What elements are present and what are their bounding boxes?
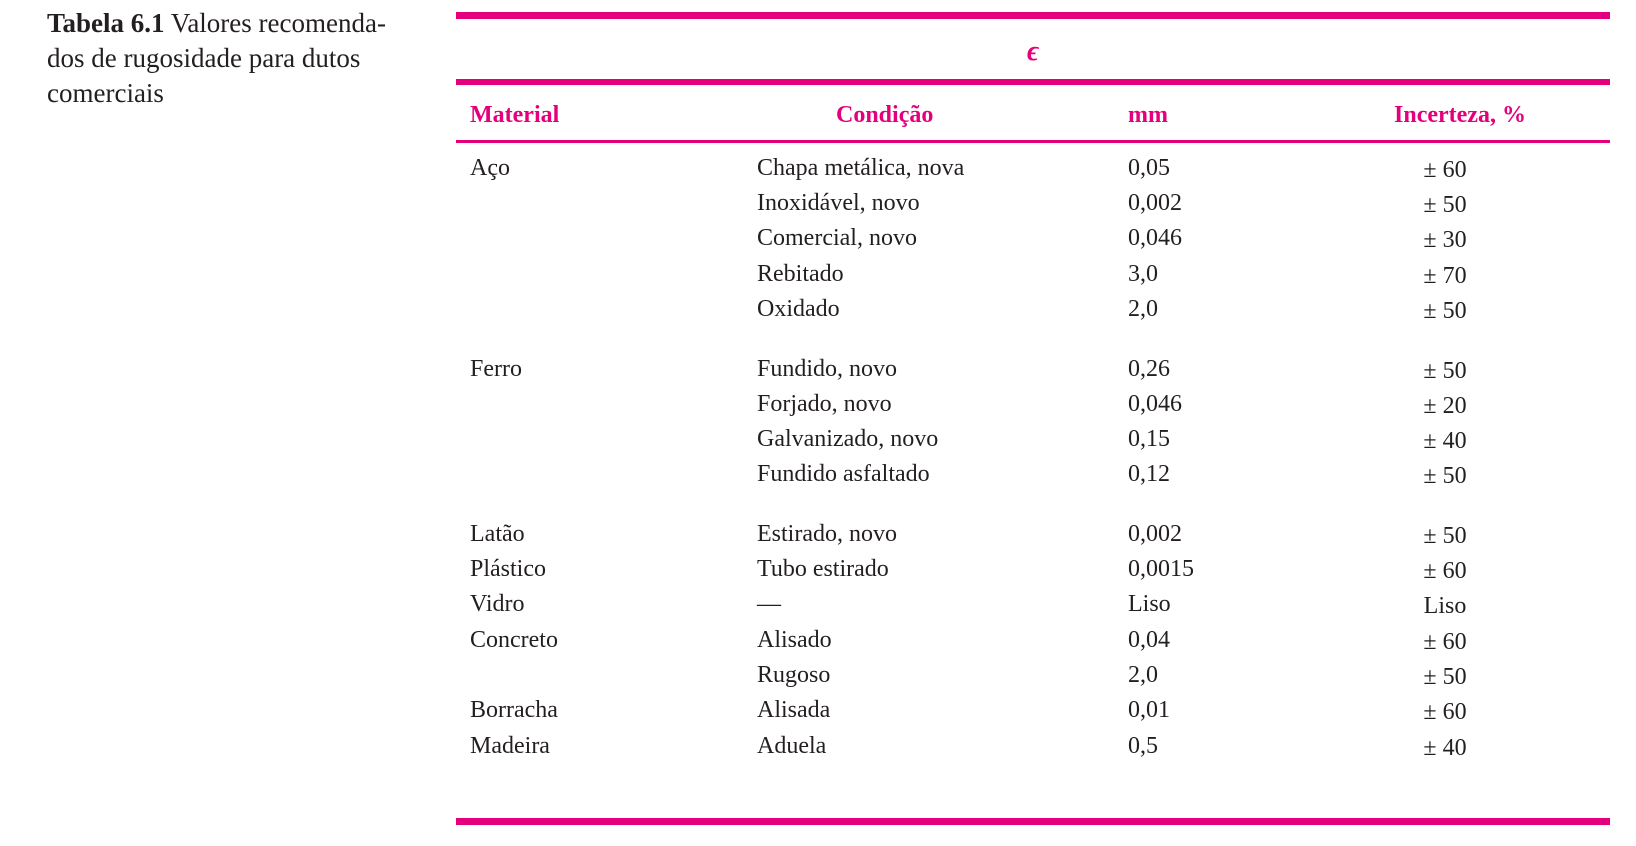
cell-condicao: Alisada bbox=[757, 697, 831, 723]
cell-condicao: Rugoso bbox=[757, 662, 831, 688]
column-header-mm: mm bbox=[1128, 102, 1168, 128]
cell-mm: 0,26 bbox=[1128, 356, 1170, 382]
table-row bbox=[456, 351, 1610, 388]
cell-condicao: Alisado bbox=[757, 627, 832, 653]
roughness-table bbox=[456, 12, 1610, 832]
cell-material: Latão bbox=[470, 521, 525, 547]
cell-mm: 0,04 bbox=[1128, 627, 1170, 653]
table-row bbox=[456, 622, 1610, 659]
cell-condicao: Oxidado bbox=[757, 296, 840, 322]
group-rule bbox=[456, 79, 1610, 85]
table-row bbox=[456, 220, 1610, 257]
cell-incerteza: ± 50 bbox=[1423, 523, 1467, 549]
table-row bbox=[456, 421, 1610, 458]
cell-incerteza: ± 50 bbox=[1423, 664, 1467, 690]
cell-incerteza: ± 50 bbox=[1423, 298, 1467, 324]
cell-mm: 0,002 bbox=[1128, 190, 1182, 216]
cell-condicao: Tubo estirado bbox=[757, 556, 889, 582]
cell-incerteza: ± 40 bbox=[1423, 735, 1467, 761]
table-row bbox=[456, 150, 1610, 187]
cell-condicao: Chapa metálica, nova bbox=[757, 155, 965, 181]
cell-mm: 2,0 bbox=[1128, 662, 1158, 688]
cell-material: Borracha bbox=[470, 697, 558, 723]
table-row bbox=[456, 586, 1610, 623]
cell-mm: 0,15 bbox=[1128, 426, 1170, 452]
cell-material: Vidro bbox=[470, 591, 525, 617]
cell-material: Plástico bbox=[470, 556, 546, 582]
table-row bbox=[456, 692, 1610, 729]
header-rule bbox=[456, 140, 1610, 143]
cell-mm: 2,0 bbox=[1128, 296, 1158, 322]
cell-condicao: Forjado, novo bbox=[757, 391, 892, 417]
cell-incerteza: ± 50 bbox=[1423, 463, 1467, 489]
cell-mm: 3,0 bbox=[1128, 261, 1158, 287]
column-header-incerteza: Incerteza, % bbox=[1394, 102, 1526, 128]
cell-mm: 0,0015 bbox=[1128, 556, 1194, 582]
cell-condicao: Rebitado bbox=[757, 261, 844, 287]
cell-condicao: Fundido asfaltado bbox=[757, 461, 930, 487]
cell-incerteza: Liso bbox=[1423, 593, 1467, 619]
cell-incerteza: ± 60 bbox=[1423, 558, 1467, 584]
cell-condicao: Galvanizado, novo bbox=[757, 426, 939, 452]
cell-condicao: Fundido, novo bbox=[757, 356, 898, 382]
cell-mm: 0,046 bbox=[1128, 391, 1182, 417]
cell-incerteza: ± 60 bbox=[1423, 629, 1467, 655]
table-caption bbox=[47, 6, 427, 111]
cell-material: Ferro bbox=[470, 356, 522, 382]
cell-material: Madeira bbox=[470, 733, 550, 759]
table-row bbox=[456, 256, 1610, 293]
cell-condicao: Comercial, novo bbox=[757, 225, 917, 251]
cell-mm: 0,5 bbox=[1128, 733, 1158, 759]
cell-mm: 0,046 bbox=[1128, 225, 1182, 251]
cell-material: Aço bbox=[470, 155, 510, 181]
table-row bbox=[456, 657, 1610, 694]
cell-condicao: Inoxidável, novo bbox=[757, 190, 920, 216]
table-row bbox=[456, 185, 1610, 222]
cell-condicao: Aduela bbox=[757, 733, 827, 759]
cell-incerteza: ± 60 bbox=[1423, 699, 1467, 725]
cell-incerteza: ± 50 bbox=[1423, 358, 1467, 384]
cell-incerteza: ± 30 bbox=[1423, 227, 1467, 253]
cell-incerteza: ± 70 bbox=[1423, 263, 1467, 289]
caption-text-line1: Valores recomenda- bbox=[170, 8, 386, 38]
column-header-condicao: Condição bbox=[836, 102, 934, 128]
cell-incerteza: ± 60 bbox=[1423, 157, 1467, 183]
table-row bbox=[456, 386, 1610, 423]
cell-mm: 0,002 bbox=[1128, 521, 1182, 547]
bottom-rule bbox=[456, 818, 1610, 825]
caption-label: Tabela 6.1 bbox=[47, 8, 165, 38]
table-row bbox=[456, 728, 1610, 765]
epsilon-group-header: ϵ bbox=[1026, 36, 1040, 67]
cell-incerteza: ± 50 bbox=[1423, 192, 1467, 218]
cell-incerteza: ± 40 bbox=[1423, 428, 1467, 454]
cell-mm: 0,12 bbox=[1128, 461, 1170, 487]
table-row bbox=[456, 516, 1610, 553]
table-row bbox=[456, 551, 1610, 588]
table-row bbox=[456, 456, 1610, 493]
cell-mm: 0,05 bbox=[1128, 155, 1170, 181]
cell-condicao: — bbox=[757, 591, 781, 617]
cell-condicao: Estirado, novo bbox=[757, 521, 897, 547]
top-rule bbox=[456, 12, 1610, 19]
column-header-row bbox=[456, 98, 1610, 132]
cell-material: Concreto bbox=[470, 627, 558, 653]
caption-text-line3: comerciais bbox=[47, 78, 164, 108]
cell-mm: 0,01 bbox=[1128, 697, 1170, 723]
caption-text-line2: dos de rugosidade para dutos bbox=[47, 43, 361, 73]
cell-mm: Liso bbox=[1128, 591, 1171, 617]
cell-incerteza: ± 20 bbox=[1423, 393, 1467, 419]
column-header-material: Material bbox=[470, 102, 560, 128]
table-row bbox=[456, 291, 1610, 328]
